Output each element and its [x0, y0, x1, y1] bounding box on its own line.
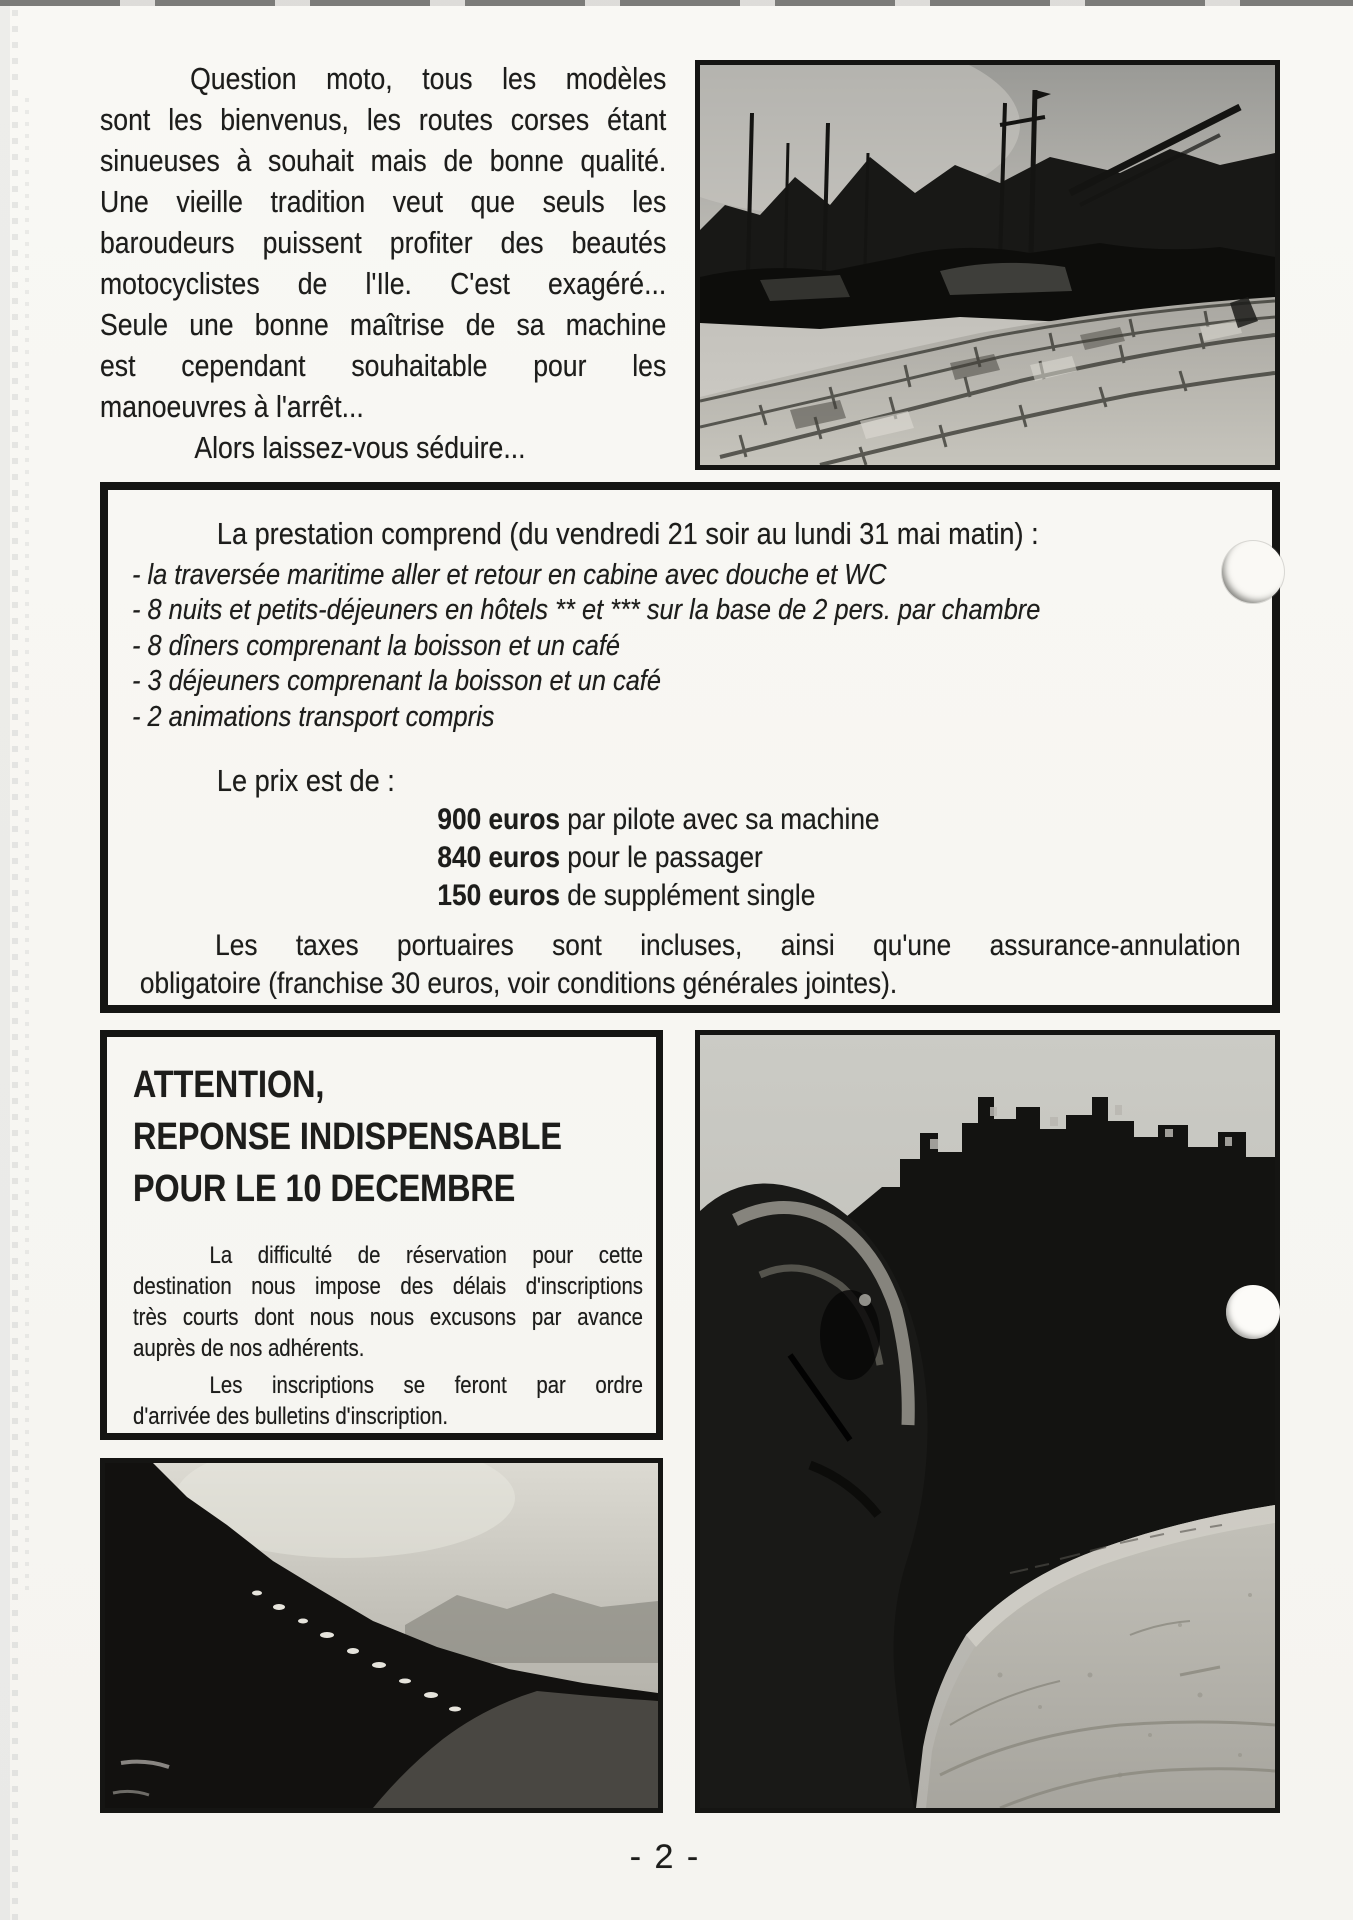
- intro-line: motocyclistes de l'Ile. C'est exagéré...: [100, 266, 667, 301]
- attention-line: d'arrivée des bulletins d'inscription.: [133, 1403, 449, 1430]
- intro-paragraph: [100, 58, 666, 468]
- price-line: [437, 877, 1295, 915]
- motorcycle-photo: [695, 1030, 1280, 1813]
- scan-artifact-streak: [0, 0, 10, 1920]
- price-amount: 900 euros: [437, 803, 560, 837]
- offer-items-list: [132, 558, 1296, 735]
- attention-heading-line: REPONSE INDISPENSABLE: [133, 1116, 562, 1158]
- price-detail: par pilote avec sa machine: [567, 803, 880, 837]
- attention-line: Les inscriptions se feront par ordre: [209, 1372, 643, 1399]
- hole-punch: [1222, 541, 1284, 603]
- intro-line: sinueuses à souhait mais de bonne qualité.: [100, 143, 667, 178]
- attention-paragraph: [133, 1370, 643, 1432]
- price-line: [437, 839, 1295, 877]
- price-amount: 840 euros: [437, 841, 560, 875]
- taxes-note: [140, 927, 1241, 1003]
- attention-heading-line: POUR LE 10 DECEMBRE: [133, 1168, 516, 1210]
- hole-punch: [1226, 1285, 1280, 1339]
- scan-artifact-streak: [12, 0, 18, 1920]
- motorcycle-photo-illustration: [700, 1035, 1275, 1808]
- intro-line: Question moto, tous les modèles: [190, 61, 667, 96]
- offer-content: [132, 514, 1296, 1003]
- scan-artifact-streak: [25, 90, 29, 1590]
- intro-line: baroudeurs puissent profiter des beautés: [100, 225, 667, 260]
- attention-line: auprès de nos adhérents.: [133, 1335, 365, 1362]
- harbor-photo: [695, 60, 1280, 470]
- offer-title: La prestation comprend (du vendredi 21 soir au lundi 31 mai matin) :: [216, 516, 1039, 551]
- attention-paragraph: [133, 1240, 643, 1364]
- offer-item: - 3 déjeuners comprenant la boisson et un café: [132, 665, 661, 698]
- attention-line: très courts dont nous nous excusons par avance: [133, 1304, 643, 1331]
- offer-item: - 8 dîners comprenant la boisson et un café: [132, 629, 621, 662]
- price-intro: Le prix est de :: [216, 763, 395, 799]
- intro-closing-line: Alors laissez-vous séduire...: [194, 430, 526, 465]
- attention-heading-line: ATTENTION,: [133, 1064, 325, 1106]
- attention-content: [133, 1059, 643, 1432]
- intro-line: sont les bienvenus, les routes corses étant: [100, 102, 667, 137]
- taxes-note-line: obligatoire (franchise 30 euros, voir conditions générales jointes).: [139, 967, 898, 1001]
- taxes-note-line: Les taxes portuaires sont incluses, ainsi qu'une assurance-annulation: [215, 929, 1241, 963]
- coast-photo-illustration: [105, 1463, 658, 1808]
- coast-photo: [100, 1458, 663, 1813]
- intro-line: manoeuvres à l'arrêt...: [100, 389, 364, 424]
- attention-box: [100, 1030, 663, 1440]
- scan-artifact-top-edge: [0, 0, 1353, 6]
- intro-line: Seule une bonne maîtrise de sa machine: [100, 307, 667, 342]
- offer-details-box: [100, 482, 1280, 1013]
- offer-item: - la traversée maritime aller et retour en cabine avec douche et WC: [132, 559, 887, 591]
- harbor-photo-illustration: [700, 65, 1275, 465]
- page-number: - 2 -: [629, 1838, 701, 1876]
- price-detail: pour le passager: [567, 841, 763, 875]
- price-list: [437, 801, 1295, 915]
- offer-item: - 8 nuits et petits-déjeuners en hôtels ** et *** sur la base de 2 pers. par chambre: [132, 594, 1041, 627]
- intro-line: est cependant souhaitable pour les: [100, 348, 667, 383]
- intro-line: Une vieille tradition veut que seuls les: [100, 184, 667, 219]
- price-line: [437, 801, 1295, 839]
- attention-line: La difficulté de réservation pour cette: [209, 1242, 643, 1269]
- offer-item: - 2 animations transport compris: [132, 700, 495, 733]
- price-amount: 150 euros: [437, 879, 560, 913]
- price-detail: de supplément single: [567, 879, 816, 913]
- attention-line: destination nous impose des délais d'inscriptions: [133, 1273, 643, 1300]
